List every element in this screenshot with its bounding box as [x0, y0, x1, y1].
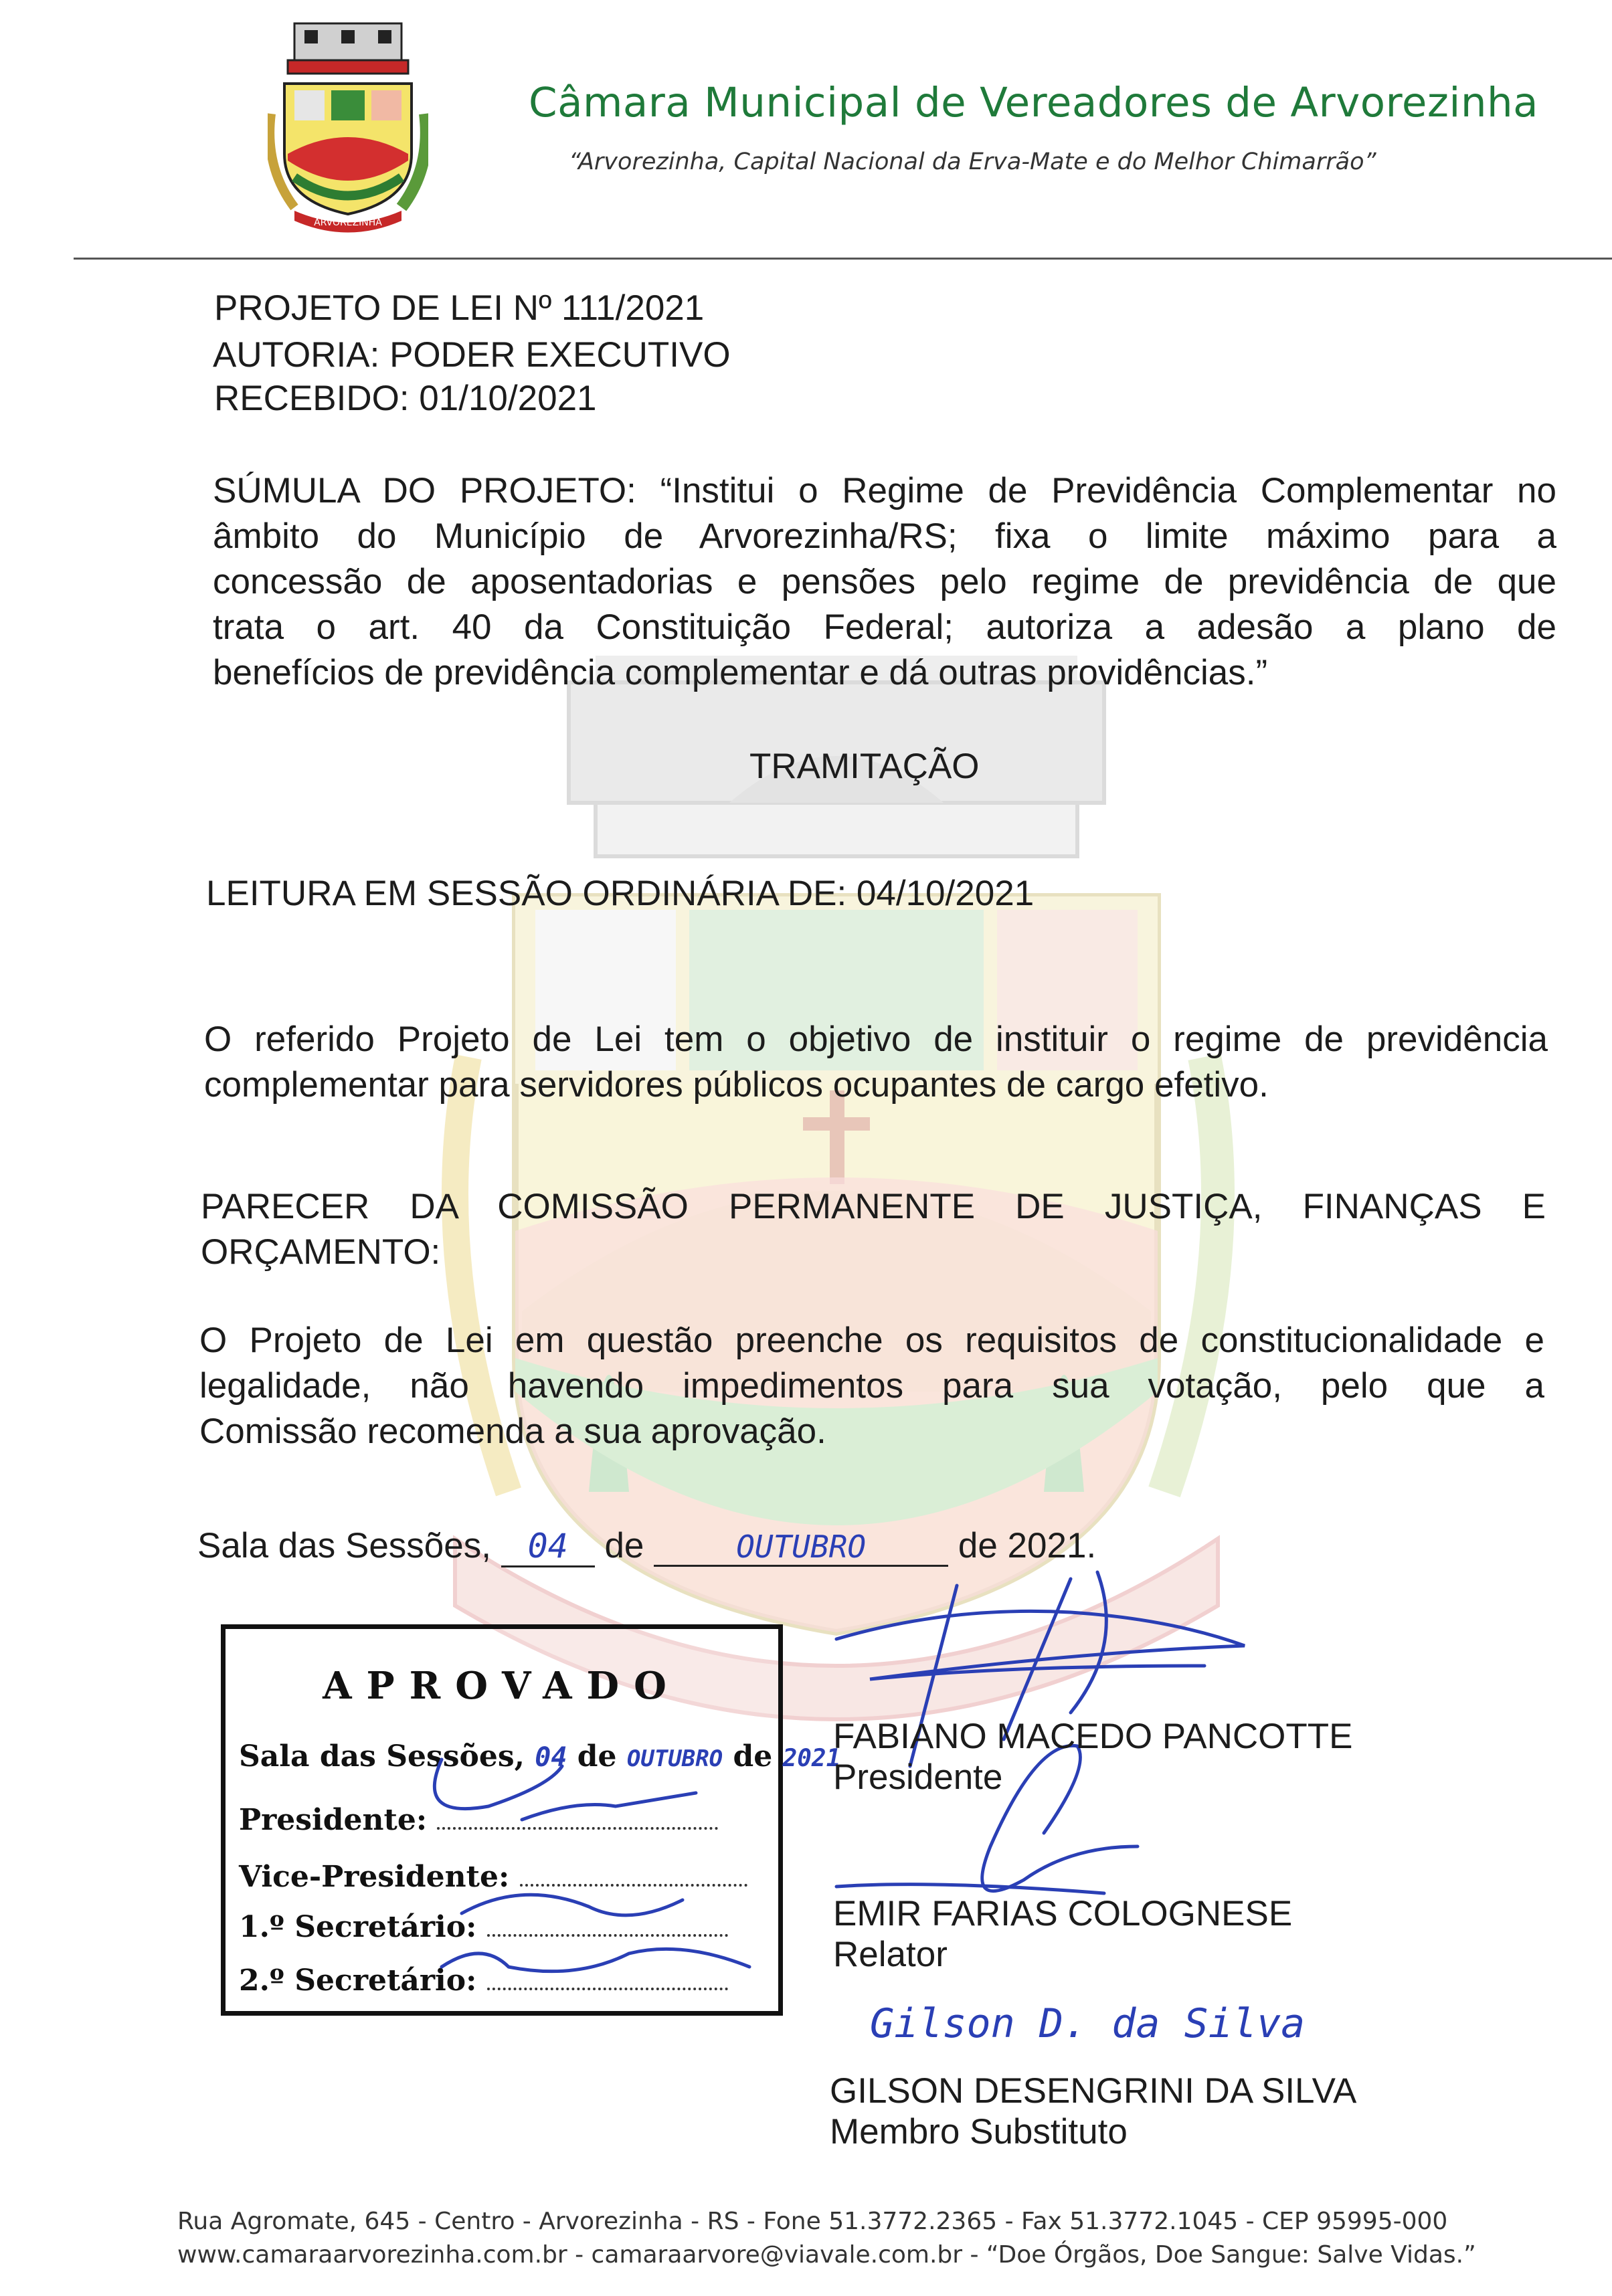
- footer-address: Rua Agromate, 645 - Centro - Arvorezinha - RS - Fone 51.3772.2365 - Fax 51.3772.1045 - CEP 95995-000: [177, 2208, 1448, 2235]
- gilson-handwritten-signature: Gilson D. da Silva: [870, 2000, 1306, 2047]
- stamp-de: de: [733, 1739, 773, 1774]
- objective-line: complementar para servidores públicos ocupantes de cargo efetivo.: [204, 1065, 1269, 1105]
- tramitacao-heading: TRAMITAÇÃO: [749, 747, 980, 786]
- stamp-de: de: [577, 1739, 617, 1774]
- signatory-block-rapporteur: [833, 1893, 1292, 1975]
- stamp-year-handwritten: 2021: [782, 1745, 841, 1772]
- date-prefix: Sala das Sessões,: [197, 1526, 491, 1565]
- reading-session-date: LEITURA EM SESSÃO ORDINÁRIA DE: 04/10/2021: [206, 874, 1035, 913]
- crest-banner-text: ARVOREZINHA: [314, 217, 382, 228]
- stamp-month-handwritten: OUTUBRO: [626, 1745, 723, 1772]
- stamp-first-secretary-label: 1.º Secretário:: [239, 1910, 477, 1944]
- date-suffix: de 2021.: [958, 1526, 1097, 1565]
- date-month-handwritten: OUTUBRO: [654, 1529, 948, 1567]
- summary-line: âmbito do Município de Arvorezinha/RS; fixa o limite máximo para a: [213, 516, 1556, 556]
- opinion-paragraph: [199, 1318, 1544, 1454]
- signatory-block-substitute: [830, 2071, 1356, 2152]
- stamp-day-handwritten: 04: [535, 1742, 567, 1773]
- project-number: PROJETO DE LEI Nº 111/2021: [214, 288, 705, 328]
- summary-line: SÚMULA DO PROJETO: “Institui o Regime de Previdência Complementar no: [213, 471, 1556, 510]
- date-connector: de: [604, 1526, 644, 1565]
- summary-line: concessão de aposentadorias e pensões pelo regime de previdência de que: [213, 562, 1556, 601]
- signatory-name: FABIANO MACEDO PANCOTTE: [833, 1717, 1353, 1756]
- stamp-session-label: Sala das Sessões,: [239, 1739, 525, 1774]
- opinion-line: O Projeto de Lei em questão preenche os requisitos de constitucionalidade e: [199, 1321, 1544, 1360]
- stamp-vice-president-label: Vice-Presidente:: [239, 1860, 510, 1894]
- signatory-role: Membro Substituto: [830, 2112, 1128, 2151]
- project-received-date: RECEBIDO: 01/10/2021: [214, 379, 597, 418]
- session-date-line: [197, 1525, 1096, 1567]
- stamp-second-secretary-label: 2.º Secretário:: [239, 1964, 477, 1998]
- handwritten-signatures: [401, 1565, 1405, 2074]
- opinion-line: legalidade, não havendo impedimentos para sua votação, pelo que a: [199, 1366, 1544, 1406]
- chamber-motto: “Arvorezinha, Capital Nacional da Erva-Mate e do Melhor Chimarrão”: [569, 149, 1376, 175]
- summary-line: benefícios de previdência complementar e dá outras providências.”: [213, 653, 1268, 692]
- municipal-crest-logo: [268, 20, 428, 234]
- objective-paragraph: [204, 1017, 1548, 1108]
- project-author: AUTORIA: PODER EXECUTIVO: [213, 335, 731, 375]
- project-summary: [213, 468, 1556, 696]
- footer-contacts: www.camaraarvorezinha.com.br - camaraarvore@viavale.com.br - “Doe Órgãos, Doe Sangue: Salve Vidas.”: [177, 2241, 1476, 2269]
- signatory-role: Presidente: [833, 1757, 1003, 1797]
- opinion-line: Comissão recomenda a sua aprovação.: [199, 1412, 826, 1451]
- signatory-block-president: [833, 1716, 1352, 1798]
- opinion-heading-line: ORÇAMENTO:: [201, 1232, 441, 1272]
- stamp-president-label: Presidente:: [239, 1803, 428, 1837]
- objective-line: O referido Projeto de Lei tem o objetivo de instituir o regime de previdência: [204, 1020, 1548, 1059]
- opinion-heading: [201, 1184, 1546, 1275]
- signatory-name: EMIR FARIAS COLOGNESE: [833, 1894, 1293, 1933]
- stamp-title: APROVADO: [323, 1664, 681, 1708]
- chamber-title: Câmara Municipal de Vereadores de Arvorezinha: [529, 79, 1539, 126]
- opinion-heading-line: PARECER DA COMISSÃO PERMANENTE DE JUSTIÇA, FINANÇAS E: [201, 1187, 1546, 1226]
- summary-line: trata o art. 40 da Constituição Federal; autoriza a adesão a plano de: [213, 607, 1556, 647]
- signatory-name: GILSON DESENGRINI DA SILVA: [830, 2071, 1357, 2111]
- signatory-role: Relator: [833, 1935, 948, 1974]
- header-divider: [74, 258, 1612, 260]
- date-day-handwritten: 04: [501, 1527, 595, 1567]
